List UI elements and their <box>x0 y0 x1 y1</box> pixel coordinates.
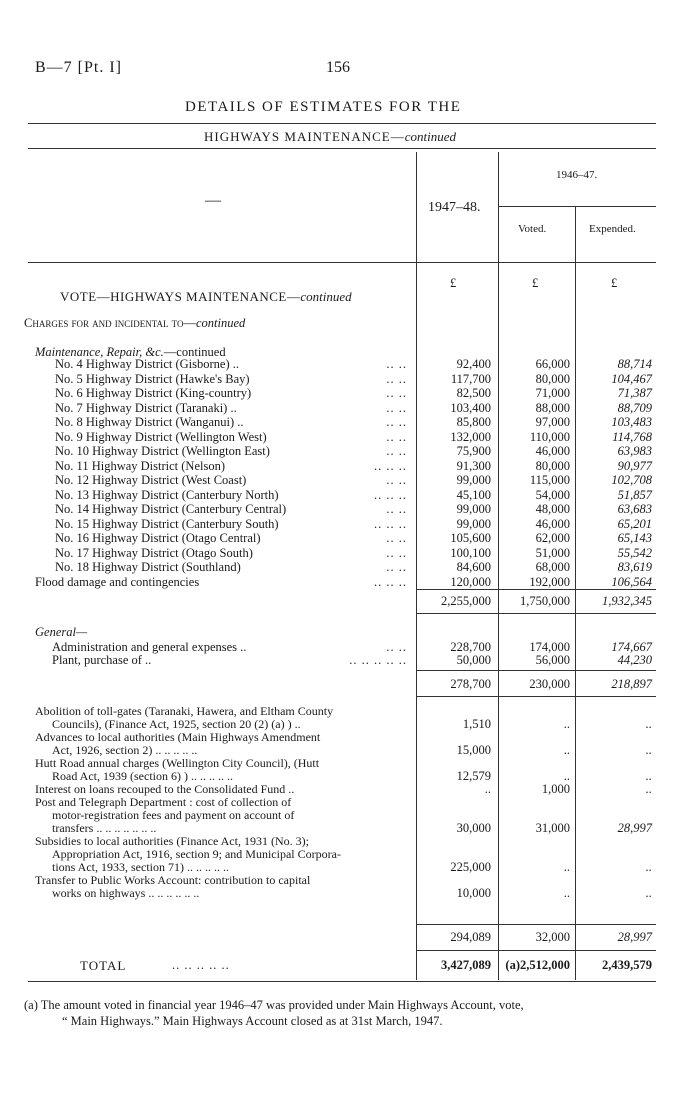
other-item-line: Subsidies to local authorities (Finance Act, 1931 (No. 3); <box>35 834 309 848</box>
other-item-voted: .. <box>563 717 570 731</box>
maint-row-label: No. 15 Highway District (Canterbury South) <box>55 516 279 531</box>
maint-row-expended: 83,619 <box>617 560 652 574</box>
gen-row-expended: 174,667 <box>611 640 652 654</box>
col-divider-2 <box>498 152 499 980</box>
other-item-voted: 31,000 <box>535 821 570 835</box>
vote-heading-text: VOTE—HIGHWAYS MAINTENANCE— <box>60 289 301 304</box>
maint-row-1947: 75,900 <box>456 444 491 458</box>
other-subtotal-rule-top <box>417 924 656 925</box>
maint-row-expended: 71,387 <box>617 386 652 400</box>
maint-row-label: No. 8 Highway District (Wanganui) .. <box>55 415 244 429</box>
gen-row-1947: 228,700 <box>450 640 491 654</box>
maint-row-1947: 92,400 <box>456 357 491 371</box>
other-item-voted: .. <box>563 743 570 757</box>
maint-subtotal-rule-top <box>417 589 656 590</box>
other-item-line: tions Act, 1933, section 71) .. .. .. .. .. <box>52 860 229 874</box>
other-item-line: Advances to local authorities (Main Highways Amendment <box>35 730 321 744</box>
maint-row-1947: 91,300 <box>456 458 491 473</box>
maint-row-voted: 97,000 <box>535 415 570 429</box>
maint-row-dots: .. .. <box>386 357 407 371</box>
maint-row-expended: 63,683 <box>617 502 652 516</box>
maint-row-1947: 105,600 <box>450 531 491 545</box>
other-item-line: Road Act, 1939 (section 6) ) .. .. .. .. .. <box>52 769 233 783</box>
maint-row-label: No. 14 Highway District (Canterbury Central) <box>55 502 287 516</box>
maint-row-expended: 106,564 <box>611 574 652 589</box>
maintenance-heading-text: Maintenance, Repair, &c. <box>35 345 164 359</box>
header-year-1947: 1947–48. <box>428 200 481 215</box>
maint-row-label: No. 12 Highway District (West Coast) <box>55 473 247 487</box>
other-item-1947: 15,000 <box>456 743 491 757</box>
subtitle-continued: continued <box>404 129 456 144</box>
maint-row-voted: 192,000 <box>529 574 570 589</box>
gen-row-dots: .. .. <box>386 640 407 654</box>
other-item-1947: 30,000 <box>456 821 491 835</box>
maint-row-dots: .. .. <box>386 371 407 386</box>
maint-row-voted: 80,000 <box>535 458 570 473</box>
other-item-voted: .. <box>563 886 570 900</box>
maint-row-label: No. 16 Highway District (Otago Central) <box>55 531 261 545</box>
maint-row-voted: 80,000 <box>535 371 570 386</box>
maint-row-expended: 65,201 <box>617 516 652 531</box>
pound-voted: £ <box>532 276 539 290</box>
other-item-line: transfers .. .. .. .. .. .. .. <box>52 821 157 835</box>
maint-row-1947: 120,000 <box>450 574 491 589</box>
other-item-1947: 225,000 <box>450 860 491 874</box>
footnote-line-1: (a) The amount voted in financial year 1946–47 was provided under Main Highways Account, vote, <box>24 998 524 1012</box>
maint-row-voted: 62,000 <box>535 531 570 545</box>
maint-row-1947: 85,800 <box>456 415 491 429</box>
maint-row-1947: 100,100 <box>450 545 491 560</box>
maint-row-label: No. 7 Highway District (Taranaki) .. <box>55 400 237 415</box>
maint-row-voted: 54,000 <box>535 487 570 502</box>
maint-row-1947: 99,000 <box>456 473 491 487</box>
header-expended: Expended. <box>589 223 636 235</box>
other-item-line: Appropriation Act, 1916, section 9; and Municipal Corpora- <box>52 847 341 861</box>
other-total-expended: 28,997 <box>617 930 652 944</box>
maint-row-label: No. 5 Highway District (Hawke's Bay) <box>55 371 250 386</box>
other-item-voted: .. <box>563 769 570 783</box>
general-heading: General— <box>35 625 88 639</box>
gen-total-1947: 278,700 <box>450 677 491 691</box>
other-item-line: Interest on loans recouped to the Consolidated Fund .. <box>35 782 295 796</box>
maint-row-label: No. 10 Highway District (Wellington East) <box>55 444 270 458</box>
other-item-1947: 1,510 <box>462 717 491 731</box>
gen-row-voted: 174,000 <box>529 640 570 654</box>
other-item-1947: 12,579 <box>456 769 491 783</box>
other-item-line: Abolition of toll-gates (Taranaki, Hawera, and Eltham County <box>35 704 334 718</box>
grand-total-expended: 2,439,579 <box>602 958 652 972</box>
maint-row-1947: 103,400 <box>450 400 491 415</box>
other-item-line: Councils), (Finance Act, 1925, section 20 (2) (a) ) .. <box>52 717 301 731</box>
gen-total-voted: 230,000 <box>529 677 570 691</box>
gen-row-voted: 56,000 <box>535 653 570 667</box>
maint-row-dots: .. .. <box>386 386 407 400</box>
maint-row-1947: 84,600 <box>456 560 491 574</box>
maint-row-1947: 99,000 <box>456 502 491 516</box>
gen-row-dots: .. .. .. .. .. <box>349 653 407 667</box>
page-title: DETAILS OF ESTIMATES FOR THE <box>185 99 462 115</box>
maint-row-label: No. 4 Highway District (Gisborne) .. <box>55 357 239 371</box>
table-bottom-rule <box>28 981 656 982</box>
maint-row-voted: 115,000 <box>529 473 570 487</box>
maint-row-expended: 103,483 <box>611 415 652 429</box>
maint-row-dots: .. .. <box>386 560 407 574</box>
charges-heading-text: Charges for and incidental to— <box>24 316 196 330</box>
col-divider-3 <box>575 206 576 980</box>
maint-row-dots: .. .. <box>386 545 407 560</box>
other-item-expended: 28,997 <box>617 821 652 835</box>
other-item-1947: .. <box>484 782 491 796</box>
maint-row-expended: 55,542 <box>617 545 652 560</box>
maint-row-dots: .. .. <box>386 473 407 487</box>
other-item-1947: 10,000 <box>456 886 491 900</box>
other-item-line: Hutt Road annual charges (Wellington City Council), (Hutt <box>35 756 320 770</box>
maint-row-voted: 46,000 <box>535 516 570 531</box>
maint-row-label: No. 9 Highway District (Wellington West) <box>55 429 267 444</box>
other-item-line: works on highways .. .. .. .. .. .. <box>52 886 200 900</box>
other-item-line: Transfer to Public Works Account: contribution to capital <box>35 873 311 887</box>
other-item-line: Act, 1926, section 2) .. .. .. .. .. <box>52 743 198 757</box>
maint-row-dots: .. .. <box>386 400 407 415</box>
other-item-line: Post and Telegraph Department : cost of collection of <box>35 795 292 809</box>
maint-row-1947: 132,000 <box>450 429 491 444</box>
header-bottom-rule <box>28 262 656 263</box>
maint-row-1947: 117,700 <box>450 371 491 386</box>
other-total-voted: 32,000 <box>535 930 570 944</box>
maint-row-label: No. 17 Highway District (Otago South) <box>55 545 253 560</box>
other-item-voted: .. <box>563 860 570 874</box>
gen-row-expended: 44,230 <box>617 653 652 667</box>
maint-row-expended: 114,768 <box>612 429 652 444</box>
maint-row-voted: 48,000 <box>535 502 570 516</box>
maint-subtotal-rule-bottom <box>417 613 656 614</box>
other-item-voted: 1,000 <box>541 782 570 796</box>
maint-row-label: No. 18 Highway District (Southland) <box>55 560 241 574</box>
maint-row-expended: 65,143 <box>617 531 652 545</box>
maint-row-expended: 88,709 <box>617 400 652 415</box>
total-dots: .. .. .. .. .. <box>172 958 230 972</box>
year-1946-rule <box>499 206 656 207</box>
subtitle-main: HIGHWAYS MAINTENANCE— <box>204 129 405 144</box>
other-item-expended: .. <box>645 743 652 757</box>
maint-row-expended: 90,977 <box>617 458 652 473</box>
title-rule <box>28 123 656 124</box>
maint-row-voted: 46,000 <box>535 444 570 458</box>
maint-row-voted: 68,000 <box>535 560 570 574</box>
pound-1947: £ <box>450 276 457 290</box>
maint-row-dots: .. .. .. <box>374 516 407 531</box>
maint-row-label: No. 11 Highway District (Nelson) <box>55 458 225 473</box>
vote-heading <box>60 289 352 305</box>
gen-row-label: Plant, purchase of .. <box>52 653 152 667</box>
maint-row-1947: 45,100 <box>456 487 491 502</box>
maint-total-voted: 1,750,000 <box>520 594 570 608</box>
maint-row-dots: .. .. <box>386 415 407 429</box>
maint-row-dots: .. .. .. <box>374 574 407 589</box>
header-dash: — <box>205 192 221 209</box>
maint-row-voted: 110,000 <box>529 429 570 444</box>
footnote-line-2: “ Main Highways.” Main Highways Account closed as at 31st March, 1947. <box>62 1014 443 1028</box>
other-item-line: motor-registration fees and payment on account of <box>52 808 295 822</box>
page-number: 156 <box>326 59 350 76</box>
page-subtitle <box>204 129 456 145</box>
page-ref: B—7 [Pt. I] <box>35 59 122 76</box>
maint-row-1947: 82,500 <box>456 386 491 400</box>
other-subtotal-rule-bottom <box>417 950 656 951</box>
other-total-1947: 294,089 <box>450 930 491 944</box>
maint-row-1947: 99,000 <box>456 516 491 531</box>
col-divider-1 <box>416 152 417 980</box>
maint-row-expended: 88,714 <box>617 357 652 371</box>
table-top-rule <box>28 148 656 149</box>
gen-subtotal-rule-top <box>417 670 656 671</box>
other-item-expended: .. <box>645 782 652 796</box>
maint-row-expended: 104,467 <box>611 371 652 386</box>
charges-heading-continued: continued <box>195 316 246 330</box>
maint-total-expended: 1,932,345 <box>602 594 652 608</box>
maint-row-label: No. 6 Highway District (King-country) <box>55 386 252 400</box>
maint-row-dots: .. .. <box>386 531 407 545</box>
maint-row-dots: .. .. <box>386 502 407 516</box>
header-voted: Voted. <box>518 223 547 235</box>
other-item-expended: .. <box>645 717 652 731</box>
maint-row-voted: 51,000 <box>535 545 570 560</box>
maint-row-label: Flood damage and contingencies <box>35 574 200 589</box>
gen-total-expended: 218,897 <box>611 677 652 691</box>
maint-row-dots: .. .. .. <box>374 458 407 473</box>
pound-expended: £ <box>611 276 618 290</box>
maint-row-voted: 66,000 <box>535 357 570 371</box>
maint-row-dots: .. .. <box>386 429 407 444</box>
other-item-expended: .. <box>645 886 652 900</box>
gen-row-1947: 50,000 <box>456 653 491 667</box>
vote-heading-continued: continued <box>300 289 352 304</box>
maint-row-expended: 63,983 <box>617 444 652 458</box>
maint-row-expended: 51,857 <box>617 487 652 502</box>
header-year-1946: 1946–47. <box>556 169 598 181</box>
maint-row-voted: 88,000 <box>535 400 570 415</box>
maint-row-expended: 102,708 <box>611 473 652 487</box>
gen-row-label: Administration and general expenses .. <box>52 640 247 654</box>
other-item-expended: .. <box>645 769 652 783</box>
maint-row-voted: 71,000 <box>535 386 570 400</box>
charges-heading <box>24 316 245 331</box>
other-item-expended: .. <box>645 860 652 874</box>
grand-total-voted: (a)2,512,000 <box>505 958 570 972</box>
maint-total-1947: 2,255,000 <box>441 594 491 608</box>
maint-row-dots: .. .. <box>386 444 407 458</box>
maintenance-heading-continued: —continued <box>163 345 226 359</box>
maint-row-label: No. 13 Highway District (Canterbury North) <box>55 487 279 502</box>
grand-total-1947: 3,427,089 <box>441 958 491 972</box>
maint-row-dots: .. .. .. <box>374 487 407 502</box>
gen-subtotal-rule-bottom <box>417 696 656 697</box>
total-label: TOTAL <box>80 958 127 973</box>
